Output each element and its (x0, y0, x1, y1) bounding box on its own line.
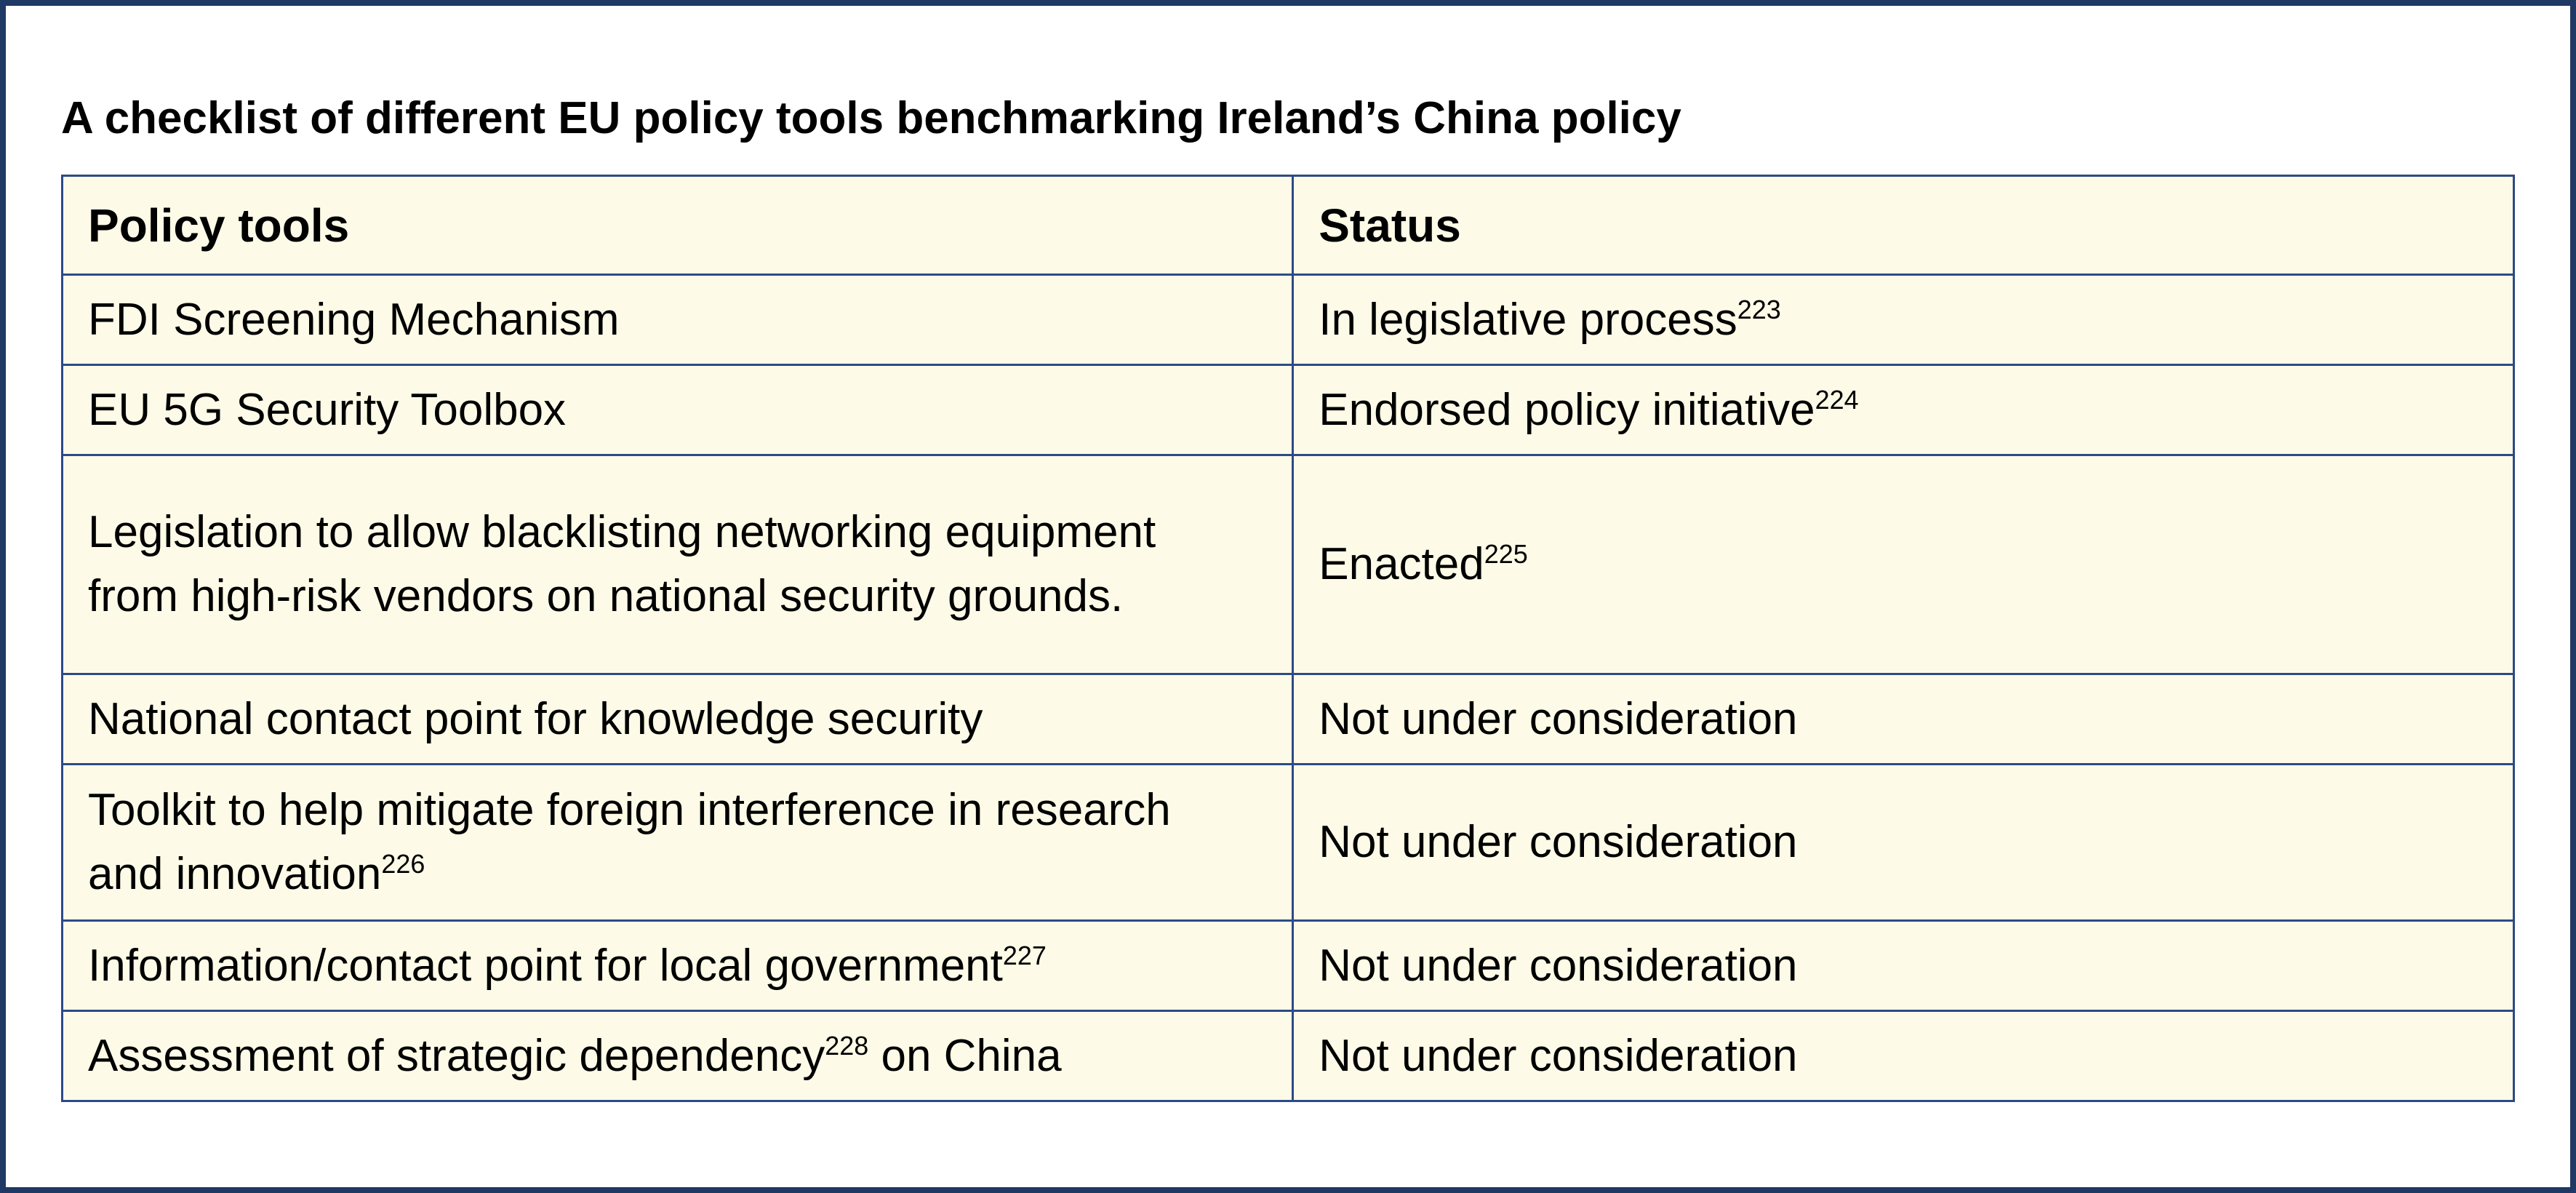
status-cell: Not under consideration (1293, 921, 2514, 1011)
status-cell: Not under consideration (1293, 765, 2514, 921)
status-cell: Not under consideration (1293, 674, 2514, 765)
policy-tool-cell: EU 5G Security Toolbox (63, 365, 1293, 455)
policy-tool-cell: Legislation to allow blacklisting networking equipment from high-risk vendors on national security grounds. (63, 455, 1293, 674)
policy-checklist-table (61, 175, 2515, 1102)
document-content (6, 6, 2570, 1102)
table-row (63, 365, 2514, 455)
policy-tool-cell: Assessment of strategic dependency$^{228}$ on China (63, 1011, 1293, 1101)
table-header-row (63, 176, 2514, 275)
column-header-status: Status (1293, 176, 2514, 275)
footnote-ref-224: 224 (1815, 384, 1859, 415)
table-row (63, 921, 2514, 1011)
status-cell: Enacted$^{225}$ (1293, 455, 2514, 674)
table-title: A checklist of different EU policy tools benchmarking Ireland’s China policy (61, 93, 1681, 143)
policy-tool-cell: National contact point for knowledge security (63, 674, 1293, 765)
policy-tool-cell: Toolkit to help mitigate foreign interference in research and innovation$^{226}$ (63, 765, 1293, 921)
footnote-ref-228: 228 (825, 1030, 869, 1061)
policy-tool-cell: FDI Screening Mechanism (63, 275, 1293, 365)
table-row (63, 275, 2514, 365)
footnote-ref-225: 225 (1484, 539, 1528, 570)
footnote-ref-223: 223 (1737, 294, 1781, 324)
footnote-ref-227: 227 (1002, 940, 1047, 970)
status-cell: Not under consideration (1293, 1011, 2514, 1101)
status-cell: Endorsed policy initiative$^{224}$ (1293, 365, 2514, 455)
table-row (63, 1011, 2514, 1101)
footnote-ref-226: 226 (381, 849, 425, 879)
table-row (63, 674, 2514, 765)
policy-tool-cell: Information/contact point for local government$^{227}$ (63, 921, 1293, 1011)
table-row (63, 455, 2514, 674)
table-row (63, 765, 2514, 921)
column-header-policy-tools: Policy tools (63, 176, 1293, 275)
status-cell: In legislative process$^{223}$ (1293, 275, 2514, 365)
